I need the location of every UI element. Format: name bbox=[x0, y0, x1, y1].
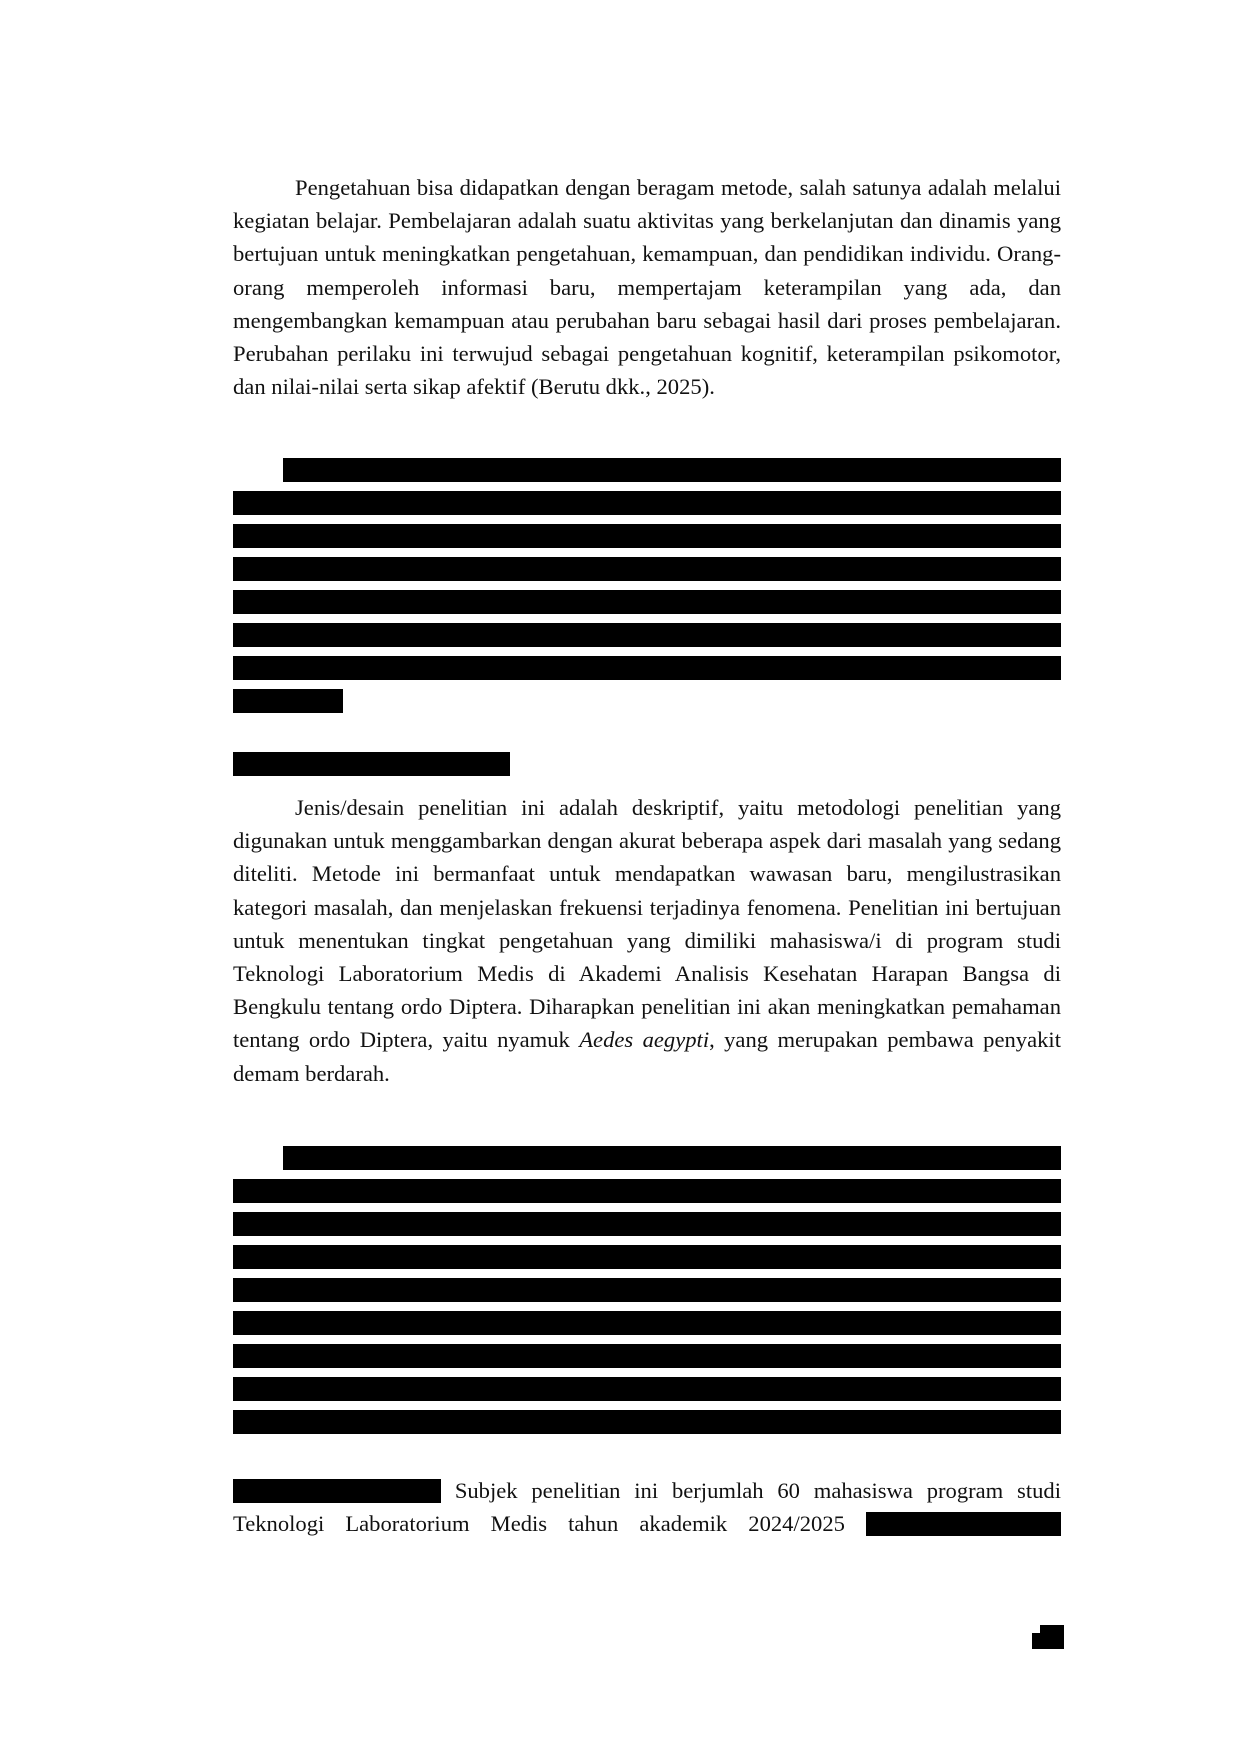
paragraph-3-text-b: , yang merupakan pembawa penyakit demam berdarah. bbox=[233, 1027, 1061, 1086]
redaction-bar bbox=[283, 1146, 1061, 1170]
paragraph-3 bbox=[233, 791, 1061, 1090]
redacted-heading bbox=[233, 752, 510, 776]
paragraph-3-text-a: Jenis/desain penelitian ini adalah deskriptif, yaitu metodologi penelitian yang digunakan untuk menggambarkan dengan akurat beberapa aspek dari masalah yang sedang diteliti. Metode ini bermanfaat untuk mendapatkan wawasan baru, mengilustrasikan kategori masalah, dan menjelaskan frekuensi terjadinya fenomena. Penelitian ini bertujuan untuk menentukan tingkat pengetahuan yang dimiliki mahasiswa/i di program studi Teknologi Laboratorium Medis di Akademi Analisis Kesehatan Harapan Bangsa di Bengkulu tentang ordo Diptera. Diharapkan penelitian ini akan meningkatkan pemahaman tentang ordo Diptera, yaitu nyamuk bbox=[233, 795, 1061, 1053]
redaction-bar bbox=[233, 1278, 1061, 1302]
redaction-bar bbox=[233, 590, 1061, 614]
species-name: Aedes aegypti bbox=[579, 1027, 710, 1053]
paragraph-1 bbox=[233, 171, 1061, 403]
paragraph-3-text bbox=[233, 791, 1061, 1090]
redaction-bar bbox=[233, 1377, 1061, 1401]
redaction-bar bbox=[233, 491, 1061, 515]
redaction-bar bbox=[233, 524, 1061, 548]
redaction-bar bbox=[233, 1410, 1061, 1434]
inline-redaction bbox=[233, 1479, 441, 1503]
inline-redaction bbox=[866, 1512, 1061, 1536]
redaction-bar bbox=[233, 1179, 1061, 1203]
page-number-redacted bbox=[1032, 1625, 1064, 1649]
redaction-bar bbox=[233, 656, 1061, 680]
paragraph-4-tail-line-1 bbox=[233, 1474, 1061, 1507]
paragraph-4-visible-text-1: Subjek penelitian ini berjumlah 60 mahasiswa program studi bbox=[454, 1478, 1061, 1503]
redaction-bar bbox=[233, 1344, 1061, 1368]
redaction-bar bbox=[233, 689, 343, 713]
redaction-bar bbox=[233, 1311, 1061, 1335]
paragraph-4-tail-line-2 bbox=[233, 1507, 1061, 1540]
paragraph-4-visible-text-2: Teknologi Laboratorium Medis tahun akademik 2024/2025 bbox=[233, 1511, 845, 1536]
redaction-bar bbox=[283, 458, 1061, 482]
redaction-bar bbox=[233, 623, 1061, 647]
redaction-bar bbox=[233, 1212, 1061, 1236]
paragraph-1-text: Pengetahuan bisa didapatkan dengan beragam metode, salah satunya adalah melalui kegiatan belajar. Pembelajaran adalah suatu aktivitas yang berkelanjutan dan dinamis yang bertujuan untuk meningkatkan pengetahuan, kemampuan, dan pendidikan individu. Orang-orang memperoleh informasi baru, mempertajam keterampilan yang ada, dan mengembangkan kemampuan atau perubahan baru sebagai hasil dari proses pembelajaran. Perubahan perilaku ini terwujud sebagai pengetahuan kognitif, keterampilan psikomotor, dan nilai-nilai serta sikap afektif (Berutu dkk., 2025). bbox=[233, 175, 1061, 400]
redaction-bar bbox=[233, 557, 1061, 581]
redaction-bar bbox=[233, 1245, 1061, 1269]
